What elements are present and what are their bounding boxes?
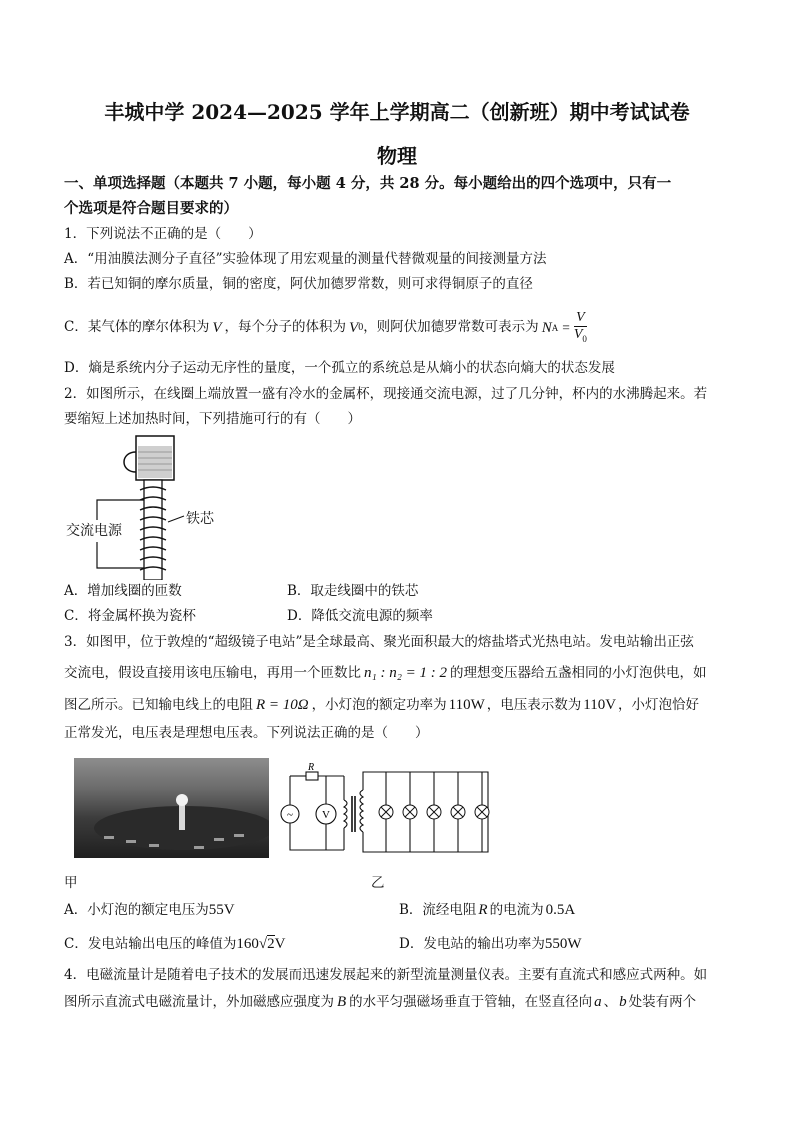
- lamps: [379, 805, 489, 819]
- q3-option-b: [399, 903, 575, 918]
- q3-d-val: 550W: [544, 936, 582, 952]
- q2-option-b: B．取走线圈中的铁芯: [287, 583, 419, 599]
- q3-line3-post: ，小灯泡恰好: [618, 697, 700, 713]
- q1-c-mid: ，每个分子的体积为: [224, 319, 347, 336]
- q1-option-d: D．熵是系统内分子运动无序性的量度，一个孤立的系统总是从熵小的状态向熵大的状态发展: [64, 360, 615, 376]
- q3-c-unit: V: [274, 936, 286, 952]
- q1-c-na: N: [541, 319, 552, 336]
- photo-drawing: [74, 758, 269, 858]
- q3-b-r: R: [478, 902, 488, 918]
- q1-c-na-sub: A: [551, 322, 559, 333]
- q2-fig-label-core: 铁芯: [186, 511, 214, 527]
- q2-line2: 要缩短上述加热时间，下列措施可行的有（ ）: [64, 411, 361, 427]
- wire-top: [97, 500, 144, 520]
- q3-transformer-circuit: [278, 760, 508, 860]
- q1-option-c: [64, 306, 587, 350]
- q4-line1: 4．电磁流量计是随着电子技术的发展而迅速发展起来的新型流量测量仪表。主要有直流式和感应式两种。如: [64, 967, 708, 983]
- q3-option-c: [64, 937, 285, 952]
- q3-line3-pre: 图乙所示。已知输电线上的电阻: [64, 697, 253, 713]
- q1-c-frac-den: [574, 327, 587, 347]
- q3-line3-mid1: ，小灯泡的额定功率为: [311, 697, 447, 713]
- subject-title: 物理: [377, 144, 417, 168]
- core-leader-line: [168, 516, 184, 522]
- resistor-label: R: [308, 762, 315, 773]
- q1-stem: 1．下列说法不正确的是（ ）: [64, 226, 262, 242]
- q2-option-d: D．降低交流电源的频率: [287, 608, 433, 624]
- q1-c-eq: =: [562, 320, 570, 336]
- q3-solar-plant-photo: [74, 758, 269, 858]
- q1-c-frac-den-sub: 0: [582, 333, 587, 344]
- wire-bottom: [97, 542, 144, 568]
- resistor-r: [306, 772, 318, 780]
- q1-option-a: A．“用油膜法测分子直径”实验体现了用宏观量的测量代替微观量的间接测量方法: [64, 251, 547, 267]
- q1-c-fraction: [574, 310, 587, 347]
- secondary-coil: [360, 790, 363, 832]
- q3-b-val: 0.5A: [545, 902, 576, 918]
- q4-line2-mid: 的水平匀强磁场垂直于管轴，在竖直径向: [349, 994, 593, 1010]
- q1-c-frac-den-v: V: [573, 326, 583, 342]
- q3-resistance: R = 10Ω: [256, 697, 309, 713]
- q4-line2-post: 处装有两个: [628, 994, 697, 1010]
- q3-line2-pre: 交流电，假设直接用该电压输电，再用一个匝数比: [64, 665, 361, 681]
- q3-turns-ratio: n₁ : n₂ = 1 : 2: [364, 665, 448, 681]
- q3-c-pre: C．发电站输出电压的峰值为: [64, 936, 237, 952]
- q4-line2-pre: 图所示直流式电磁流量计，外加磁感应强度为: [64, 994, 334, 1010]
- q3-c-sqrt-sign: √: [258, 936, 268, 952]
- iron-core: [144, 480, 162, 580]
- q1-option-b: B．若已知铜的摩尔质量，铜的密度，阿伏加德罗常数，则可求得铜原子的直径: [64, 276, 533, 292]
- section-heading-line1: 一、单项选择题（本题共 7 小题，每小题 4 分，共 28 分。每小题给出的四个选项中，只有一: [64, 175, 672, 192]
- q3-a-pre: A．小灯泡的额定电压为: [64, 902, 209, 918]
- section-heading-line2: 个选项是符合题目要求的）: [64, 200, 238, 217]
- primary-coil: [344, 800, 347, 828]
- q3-fig-label-yi: 乙: [371, 875, 385, 891]
- q2-fig-label-source: 交流电源: [66, 523, 122, 539]
- q3-fig-label-jia: 甲: [64, 875, 78, 891]
- q2-line1: 2．如图所示，在线圈上端放置一盛有冷水的金属杯，现接通交流电源，过了几分钟，杯内的水沸腾起来。若: [64, 386, 708, 402]
- q1-c-post: ，则阿伏加德罗常数可表示为: [363, 319, 539, 336]
- q3-c-num: 160: [236, 936, 259, 952]
- q3-option-a: [64, 903, 235, 918]
- q4-bb-var: b: [619, 994, 627, 1010]
- q4-a-var: a: [594, 994, 602, 1010]
- q3-line3-mid2: ，电压表示数为: [486, 697, 582, 713]
- q3-line4: 正常发光，电压表是理想电压表。下列说法正确的是（ ）: [64, 725, 429, 741]
- q3-line1: 3．如图甲，位于敦煌的“超级镜子电站”是全球最高、聚光面积最大的熔盐塔式光热电站。发电站输出正弦: [64, 634, 694, 650]
- q1-c-pre: C．某气体的摩尔体积为: [64, 319, 210, 336]
- cold-water: [138, 446, 172, 478]
- q3-b-pre: B．流经电阻: [399, 902, 477, 918]
- q1-c-var-v0: V: [349, 319, 359, 336]
- q2-induction-heater-figure: [64, 430, 234, 580]
- q3-b-mid: 的电流为: [489, 902, 544, 918]
- voltmeter-symbol: V: [322, 809, 330, 821]
- q4-line2-sep: 、: [603, 994, 618, 1010]
- q1-c-frac-num: V: [574, 310, 587, 327]
- exam-title: 丰城中学 2024—2025 学年上学期高二（创新班）期中考试试卷: [104, 100, 690, 124]
- q2-option-a: A．增加线圈的匝数: [64, 583, 182, 599]
- q3-line2-post: 的理想变压器给五盏相同的小灯泡供电，如: [450, 665, 707, 681]
- cup-handle: [124, 452, 136, 472]
- q3-c-radicand: 2: [267, 936, 275, 952]
- q3-power: 110W: [448, 697, 485, 713]
- q1-c-var-v0-sub: 0: [358, 322, 364, 333]
- q3-line3: [64, 698, 699, 713]
- q3-voltage: 110V: [583, 697, 617, 713]
- q4-line2: [64, 995, 696, 1010]
- q3-option-d: [399, 937, 582, 952]
- q3-d-pre: D．发电站的输出功率为: [399, 936, 545, 952]
- q3-line2: [64, 666, 707, 681]
- q2-option-c: C．将金属杯换为瓷杯: [64, 608, 196, 624]
- ac-source-symbol: ~: [287, 809, 293, 821]
- q4-b-var: B: [337, 994, 347, 1010]
- q1-c-var-v: V: [212, 319, 222, 336]
- q3-a-val: 55V: [208, 902, 235, 918]
